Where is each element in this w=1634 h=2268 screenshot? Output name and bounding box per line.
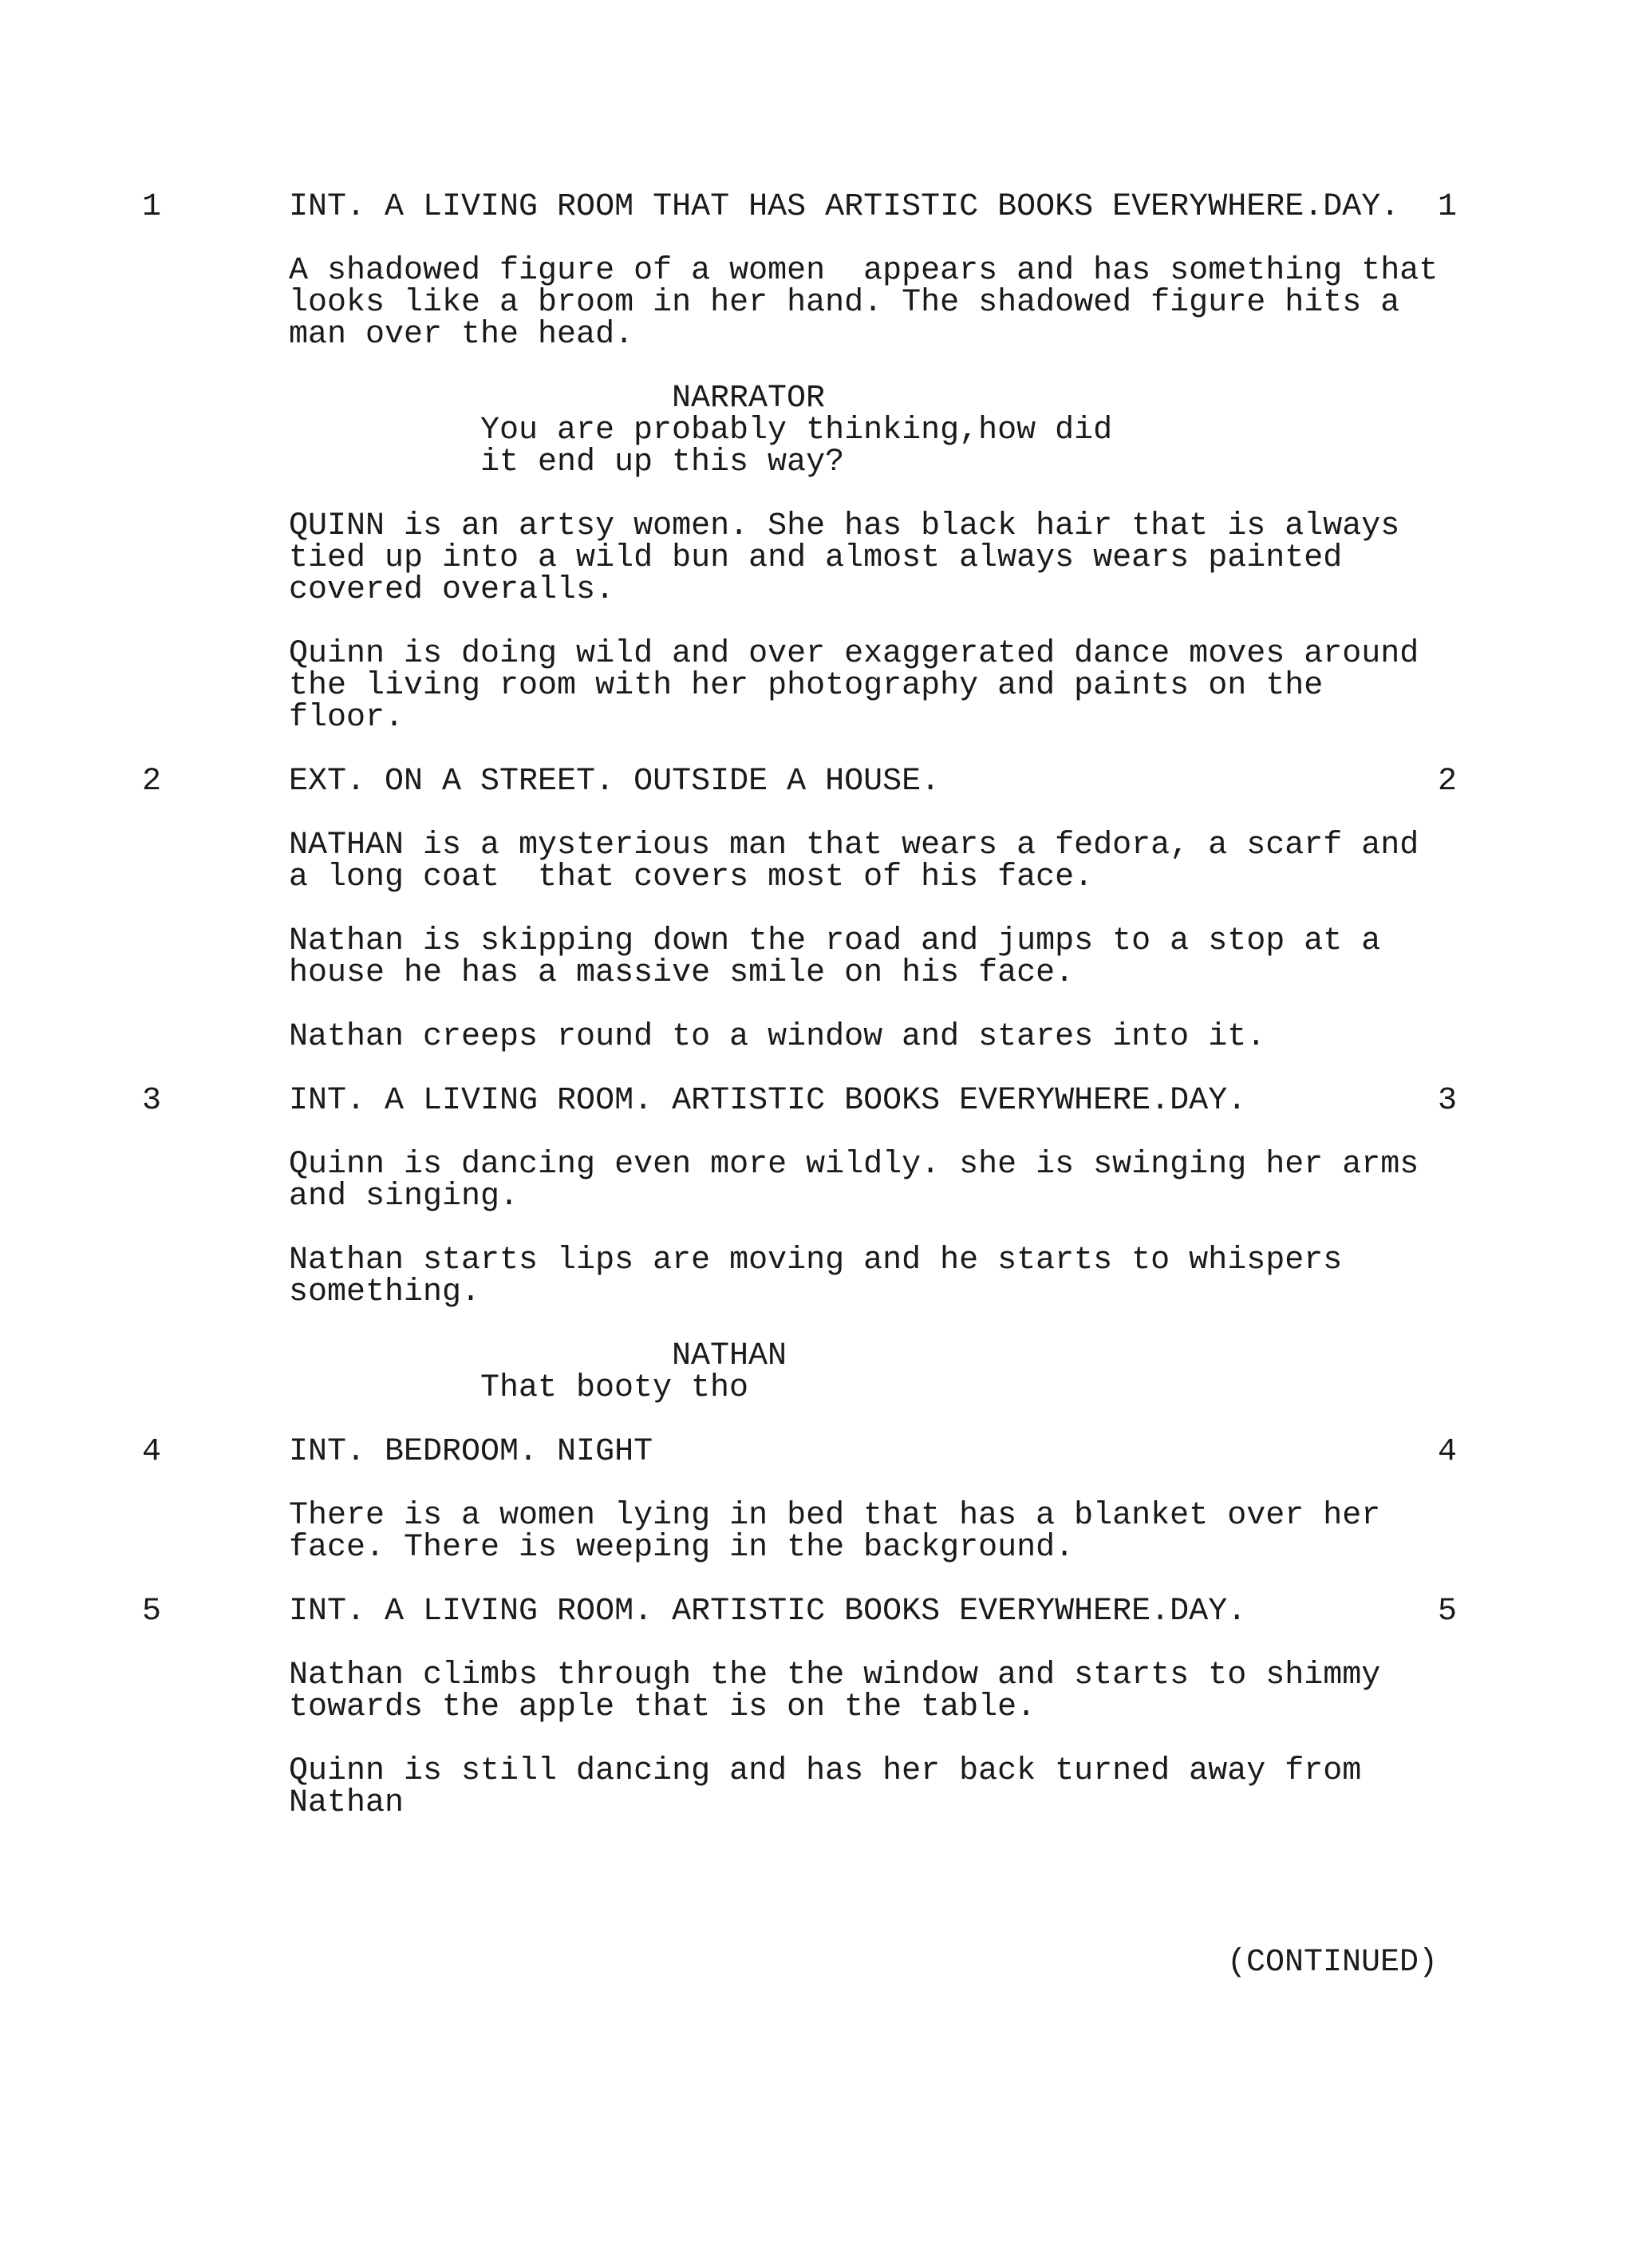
action-line: There is a women lying in bed that has a blanket over her <box>289 1498 1381 1534</box>
action-line: Nathan climbs through the the window and starts to shimmy <box>289 1658 1381 1693</box>
action-line: Nathan <box>289 1785 405 1821</box>
scene-heading: EXT. ON A STREET. OUTSIDE A HOUSE. <box>289 764 941 800</box>
action-line: floor. <box>289 700 405 736</box>
scene-number-left: 4 <box>142 1434 162 1470</box>
scene-heading: INT. BEDROOM. NIGHT <box>289 1434 653 1470</box>
scene-number-right: 1 <box>1437 189 1457 225</box>
action-line: looks like a broom in her hand. The shadowed figure hits a <box>289 285 1400 321</box>
action-line: Nathan creeps round to a window and stares into it. <box>289 1019 1266 1055</box>
continued-marker: (CONTINUED) <box>1227 1945 1439 1981</box>
action-line: Quinn is still dancing and has her back turned away from <box>289 1753 1362 1789</box>
scene-number-left: 1 <box>142 189 162 225</box>
action-line: Nathan is skipping down the road and jumps to a stop at a <box>289 923 1381 959</box>
scene-heading: INT. A LIVING ROOM. ARTISTIC BOOKS EVERYWHERE.DAY. <box>289 1083 1247 1119</box>
action-line: face. There is weeping in the background. <box>289 1530 1075 1566</box>
action-line: Quinn is dancing even more wildly. she is swinging her arms <box>289 1147 1419 1183</box>
scene-heading: INT. A LIVING ROOM THAT HAS ARTISTIC BOOKS EVERYWHERE.DAY. <box>289 189 1400 225</box>
action-line: man over the head. <box>289 317 634 353</box>
action-line: a long coat that covers most of his face. <box>289 859 1094 895</box>
action-line: and singing. <box>289 1179 519 1215</box>
action-line: towards the apple that is on the table. <box>289 1689 1036 1725</box>
scene-number-right: 4 <box>1437 1434 1457 1470</box>
scene-number-left: 2 <box>142 764 162 800</box>
dialogue-line: That booty tho <box>480 1370 749 1406</box>
scene-number-right: 2 <box>1437 764 1457 800</box>
dialogue-line: You are probably thinking,how did <box>480 413 1113 448</box>
scene-number-left: 3 <box>142 1083 162 1119</box>
scene-number-left: 5 <box>142 1594 162 1630</box>
character-name: NARRATOR <box>672 381 826 417</box>
action-line: tied up into a wild bun and almost always wears painted <box>289 540 1343 576</box>
dialogue-line: it end up this way? <box>480 445 845 480</box>
scene-number-right: 5 <box>1437 1594 1457 1630</box>
scene-number-right: 3 <box>1437 1083 1457 1119</box>
action-line: QUINN is an artsy women. She has black hair that is always <box>289 508 1400 544</box>
character-name: NATHAN <box>672 1338 787 1374</box>
scene-heading: INT. A LIVING ROOM. ARTISTIC BOOKS EVERYWHERE.DAY. <box>289 1594 1247 1630</box>
action-line: the living room with her photography and paints on the <box>289 668 1324 704</box>
action-line: covered overalls. <box>289 572 615 608</box>
action-line: A shadowed figure of a women appears and has something that <box>289 253 1439 289</box>
action-line: Nathan starts lips are moving and he starts to whispers <box>289 1243 1343 1278</box>
action-line: house he has a massive smile on his face. <box>289 955 1075 991</box>
action-line: Quinn is doing wild and over exaggerated dance moves around <box>289 636 1419 672</box>
action-line: something. <box>289 1274 481 1310</box>
action-line: NATHAN is a mysterious man that wears a fedora, a scarf and <box>289 828 1419 863</box>
